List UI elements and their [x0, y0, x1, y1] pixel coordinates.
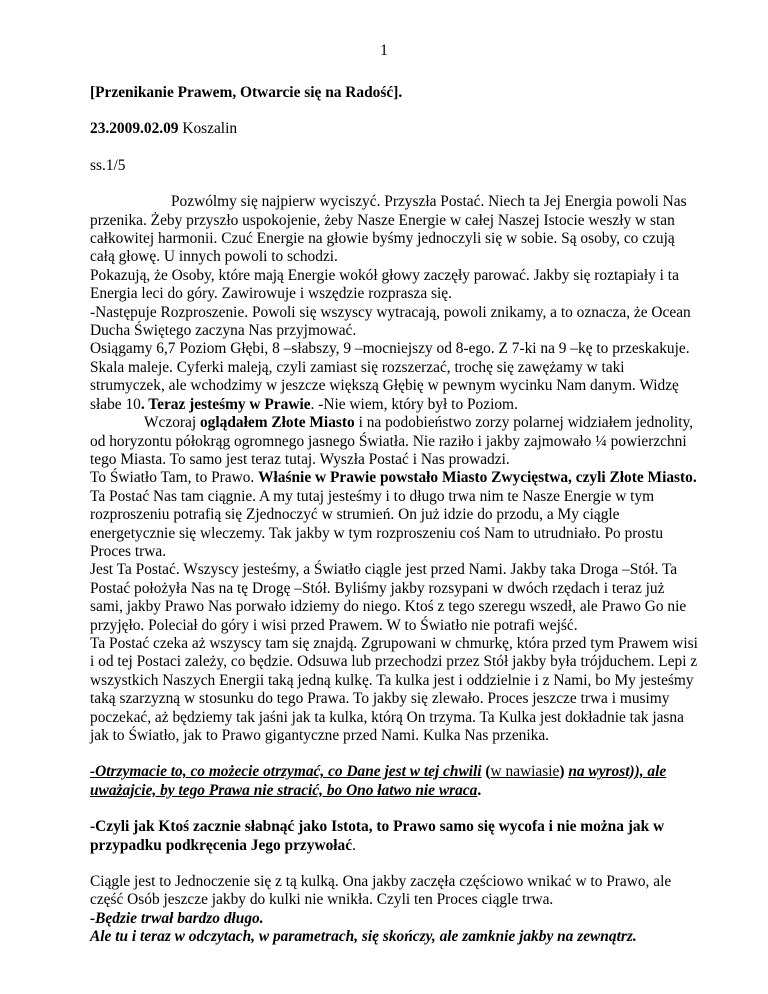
paragraph-5-rest: i na podobieństwo zorzy polarnej widziałem jednolity, od horyzontu półokrąg ogromnego jasnego Światła. Nie raziło i jakby zajmowało ¼ powierzchni tego Miasta. To samo jest teraz tutaj. Wyszła Postać i Nas prowadzi.: [90, 414, 694, 468]
quote-1-c: w nawiasie: [490, 763, 560, 781]
paragraph-5-bold: oglądałem Złote Miasto: [199, 414, 355, 432]
paragraph-1: Pozwólmy się najpierw wyciszyć. Przyszła Postać. Niech ta Jej Energia powoli Nas przenika. Żeby przyszło uspokojenie, żeby Nasze Energie w całej Naszej Istocie weszły w stan całkowitej harmonii. Czuć Energie na głowie byśmy jednoczyli się w sobie. Są osoby, co czują całą głowę. U innych powoli to schodzi.: [90, 193, 687, 266]
quote-1-d: ): [559, 763, 569, 781]
quote-2-end: .: [352, 836, 356, 854]
document-body: [90, 84, 700, 947]
title-text: [Przenikanie Prawem, Otwarcie się na Radość].: [90, 84, 403, 101]
paragraph-2: Pokazują, że Osoby, które mają Energie wokół głowy zaczęły parować. Jakby się roztapiały i ta Energia leci do góry. Zawirowuje i wszędzie rozprasza się.: [90, 266, 679, 303]
date-location: Koszalin: [178, 120, 238, 138]
page-number: 1: [380, 42, 388, 59]
paragraph-6-start: To Światło Tam, to Prawo.: [90, 469, 259, 487]
document-title: [90, 84, 700, 102]
quote-1: [90, 763, 700, 800]
quote-3: [90, 910, 700, 928]
quote-4-text: Ale tu i teraz w odczytach, w parametrach, się skończy, ale zamknie jakby na zewnątrz.: [90, 928, 637, 946]
quote-2-text: -Czyli jak Ktoś zacznie słabnąć jako Istota, to Prawo samo się wycofa i nie można jak w przypadku podkręcenia Jego przywołać: [90, 818, 665, 854]
paragraph-9: Ta Postać czeka aż wszyscy tam się znajdą. Zgrupowani w chmurkę, która przed tym Prawem wisi i od tej Postaci zależy, co będzie. Odsuwa lub przechodzi przez Stół jakby była trójduchem. Lepi z wszystkich Naszych Energii taką jedną kulkę. Ta kulka jest i oddzielnie i z Nami, bo My jesteśmy taką szarzyzną w stosunku do tego Prawa. To jakby się zlewało. Proces jeszcze trwa i musimy poczekać, aż będziemy tak jaśni jak ta kulka, którą On trzyma. Ta Kulka jest dokładnie tak jasna jak to Światło, jak to Prawo gigantyczne przed Nami. Kulka Nas przenika.: [90, 634, 698, 744]
date-line: [90, 120, 700, 138]
quote-1-e: na wyrost)), ale uważajcie, by tego Prawa nie stracić, bo Ono łatwo nie wraca: [90, 763, 667, 799]
quote-1-f: .: [477, 781, 482, 799]
paragraph-10: Ciągle jest to Jednoczenie się z tą kulką. Ona jakby zaczęła częściowo wnikać w to Prawo, ale część Osób jeszcze jakby do kulki nie wnikła. Czyli ten Proces ciągle trwa.: [90, 873, 672, 909]
paragraph-6-bold: Właśnie w Prawie powstało Miasto Zwycięstwa, czyli Złote Miasto.: [258, 469, 697, 487]
paragraph-5: [90, 414, 700, 469]
paragraph-4: [90, 340, 700, 414]
date-bold: 23.2009.02.09: [90, 120, 179, 138]
paragraph-8: Jest Ta Postać. Wszyscy jesteśmy, a Światło ciągle jest przed Nami. Jakby taka Droga –Stół. Ta Postać położyła Nas na tę Drogę –Stół. Byliśmy jakby rozsypani w dwóch rzędach i teraz już sami, jakby Prawo Nas porwało idziemy do niego. Ktoś z tego szeregu wszedł, ale Prawo Go nie przyjęło. Poleciał do góry i wisi przed Prawem. W to Światło nie potrafi wejść.: [90, 561, 687, 634]
quote-1-a: -Otrzymacie to, co możecie otrzymać, co Dane jest w tej chwili: [90, 763, 482, 781]
paragraph-6: [90, 469, 700, 487]
paragraph-4-end: . -Nie wiem, który był to Poziom.: [310, 395, 518, 413]
pages-info: ss.1/5: [90, 156, 126, 174]
quote-3-text: -Będzie trwał bardzo długo.: [90, 909, 264, 927]
paragraph-4-text: Osiągamy 6,7 Poziom Głębi, 8 –słabszy, 9 –mocniejszy od 8-ego. Z 7-ki na 9 –kę to przeskakuje. Skala maleje. Cyferki maleją, czyli zamiast się rozszerzać, trochę się zawężamy w taki strumyczek, ale wchodzimy w jeszcze większą Głębię w pewnym wycinku Nam danym. Widzę słabe 10: [90, 340, 690, 413]
paragraph-3: -Następuje Rozproszenie. Powoli się wszyscy wytracają, powoli znikamy, a to oznacza, że Ocean Ducha Świętego zaczyna Nas przyjmować.: [90, 303, 691, 340]
quote-2: [90, 818, 700, 855]
quote-4: [90, 928, 700, 946]
paragraph-7: Ta Postać Nas tam ciągnie. A my tutaj jesteśmy i to długo trwa nim te Nasze Energie w tym rozproszeniu potrafią się Zjednoczyć w strumień. On już idzie do przodu, a My ciągle energetycznie się wleczemy. Tak jakby w tym rozproszeniu coś Nam to utrudniało. Po prostu Proces trwa.: [90, 487, 664, 560]
paragraph-5-start: Wczoraj: [144, 414, 200, 432]
quote-1-b: (: [481, 763, 491, 781]
paragraph-4-bold: . Teraz jesteśmy w Prawie: [140, 395, 311, 413]
